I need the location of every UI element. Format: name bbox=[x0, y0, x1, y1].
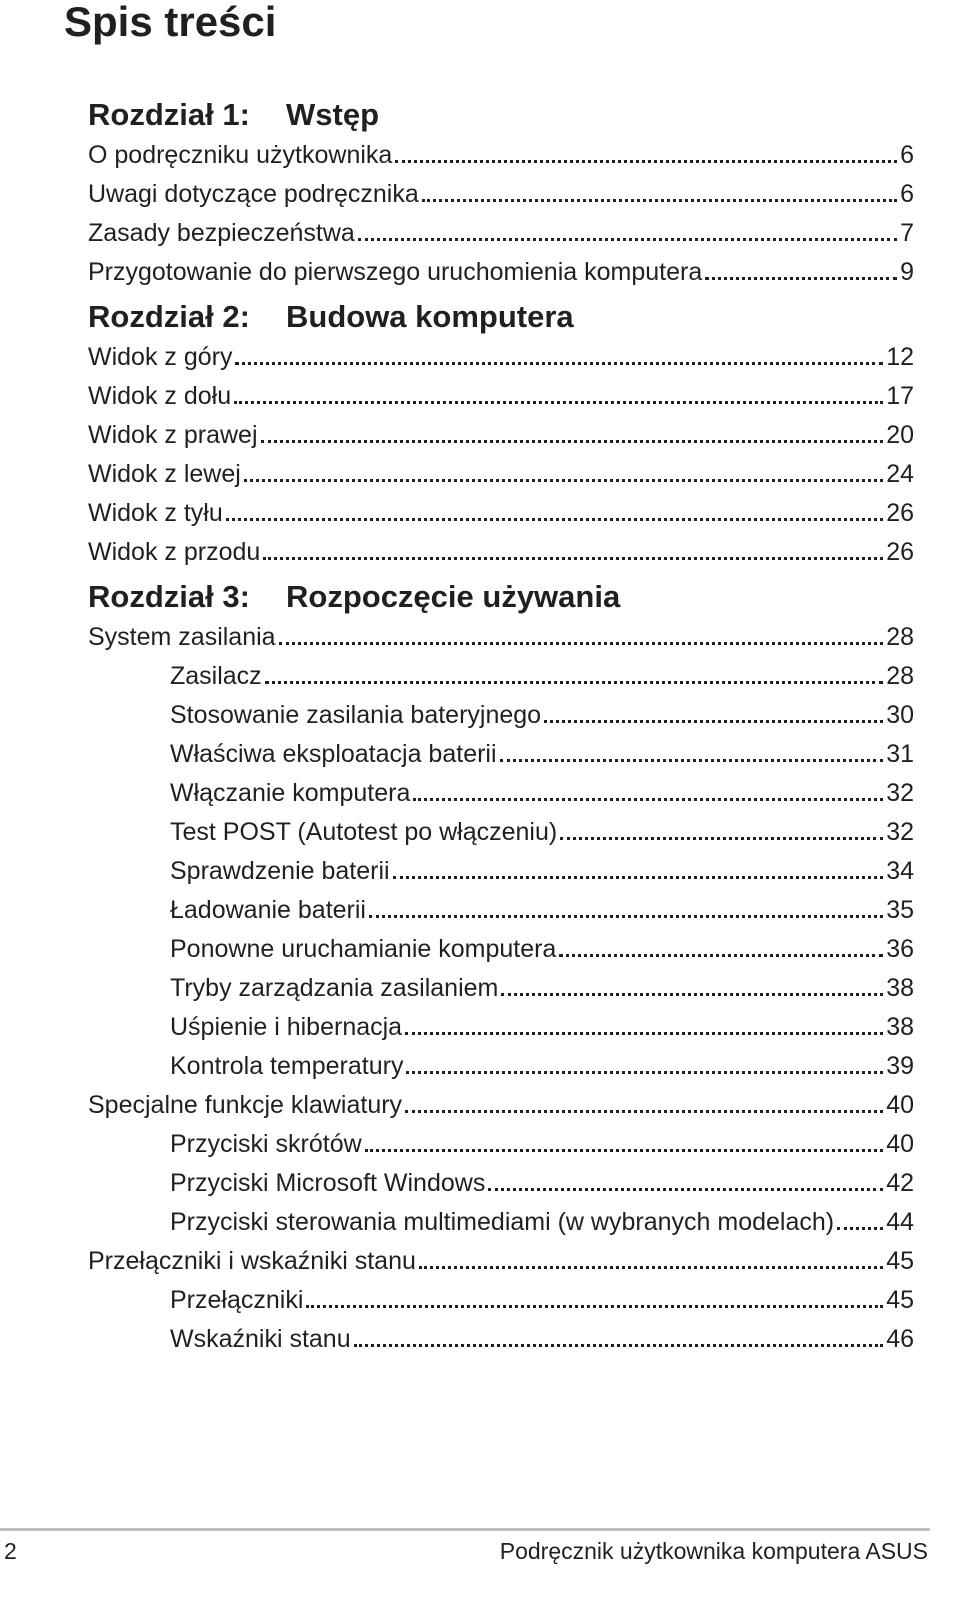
toc-entry[interactable] bbox=[88, 494, 914, 533]
toc-entry-page: 31 bbox=[886, 740, 914, 768]
toc-entry-title: O podręczniku użytkownika bbox=[88, 141, 393, 169]
dot-leader bbox=[419, 1266, 883, 1269]
chapter-heading bbox=[88, 572, 914, 618]
toc-entry-page: 6 bbox=[900, 180, 914, 208]
toc-entry-title: Włączanie komputera bbox=[170, 779, 411, 807]
toc-entry-page: 42 bbox=[886, 1169, 914, 1197]
toc-entry-page: 28 bbox=[886, 623, 914, 651]
toc-entry-page: 32 bbox=[886, 779, 914, 807]
toc-entry-title: Przyciski sterowania multimediami (w wybranych modelach) bbox=[170, 1208, 835, 1236]
toc-entry[interactable] bbox=[88, 416, 914, 455]
dot-leader bbox=[235, 362, 883, 365]
toc-entry-title: Uwagi dotyczące podręcznika bbox=[88, 180, 419, 208]
dot-leader bbox=[405, 1110, 883, 1113]
toc-entry-title: Widok z lewej bbox=[88, 460, 241, 488]
dot-leader bbox=[354, 1344, 884, 1347]
toc-entry-page: 36 bbox=[886, 935, 914, 963]
toc-entry-title: Kontrola temperatury bbox=[170, 1052, 404, 1080]
chapter-title: Budowa komputera bbox=[286, 299, 574, 334]
dot-leader bbox=[265, 681, 884, 684]
dot-leader bbox=[837, 1227, 883, 1230]
toc-entry-page: 34 bbox=[886, 857, 914, 885]
dot-leader bbox=[244, 479, 883, 482]
toc-entry[interactable] bbox=[88, 455, 914, 494]
toc-entry-title: Zasilacz bbox=[170, 662, 262, 690]
toc-entry-title: Ładowanie baterii bbox=[170, 896, 366, 924]
toc-entry[interactable] bbox=[88, 377, 914, 416]
toc-entry[interactable] bbox=[88, 657, 914, 696]
footer-divider bbox=[0, 1528, 930, 1531]
toc-entry-page: 9 bbox=[900, 258, 914, 286]
toc-entry-page: 32 bbox=[886, 818, 914, 846]
toc-entry-title: Zasady bezpieczeństwa bbox=[88, 219, 355, 247]
dot-leader bbox=[559, 954, 883, 957]
toc-entry[interactable] bbox=[88, 338, 914, 377]
toc-entry[interactable] bbox=[88, 175, 914, 214]
toc-entry[interactable] bbox=[88, 1047, 914, 1086]
dot-leader bbox=[413, 798, 883, 801]
toc-entry[interactable] bbox=[88, 618, 914, 657]
chapter-heading bbox=[88, 90, 914, 136]
dot-leader bbox=[405, 1032, 883, 1035]
dot-leader bbox=[279, 642, 884, 645]
toc-entry-title: Tryby zarządzania zasilaniem bbox=[170, 974, 499, 1002]
toc-entry-page: 46 bbox=[886, 1325, 914, 1353]
dot-leader bbox=[393, 876, 884, 879]
toc-entry-title: Widok z góry bbox=[88, 343, 233, 371]
dot-leader bbox=[263, 557, 883, 560]
table-of-contents bbox=[88, 90, 914, 1359]
toc-entry[interactable] bbox=[88, 533, 914, 572]
chapter-heading bbox=[88, 292, 914, 338]
toc-entry[interactable] bbox=[88, 1008, 914, 1047]
toc-entry-title: System zasilania bbox=[88, 623, 276, 651]
toc-entry[interactable] bbox=[88, 1242, 914, 1281]
toc-entry-title: Widok z prawej bbox=[88, 421, 258, 449]
dot-leader bbox=[234, 401, 883, 404]
dot-leader bbox=[226, 518, 883, 521]
toc-entry-page: 12 bbox=[886, 343, 914, 371]
toc-entry-page: 38 bbox=[886, 974, 914, 1002]
page-title: Spis treści bbox=[64, 0, 277, 45]
toc-entry[interactable] bbox=[88, 735, 914, 774]
toc-entry-page: 39 bbox=[886, 1052, 914, 1080]
toc-entry-page: 6 bbox=[900, 141, 914, 169]
footer-text: Podręcznik użytkownika komputera ASUS bbox=[499, 1538, 928, 1564]
dot-leader bbox=[365, 1149, 884, 1152]
dot-leader bbox=[369, 915, 883, 918]
toc-entry-page: 30 bbox=[886, 701, 914, 729]
toc-entry-title: Przyciski skrótów bbox=[170, 1130, 362, 1158]
toc-entry-title: Przełączniki i wskaźniki stanu bbox=[88, 1247, 416, 1275]
chapter-title: Rozpoczęcie używania bbox=[286, 579, 621, 614]
toc-entry-page: 28 bbox=[886, 662, 914, 690]
toc-entry-title: Przyciski Microsoft Windows bbox=[170, 1169, 486, 1197]
toc-entry-page: 40 bbox=[886, 1130, 914, 1158]
toc-entry[interactable] bbox=[88, 1086, 914, 1125]
toc-entry-title: Ponowne uruchamianie komputera bbox=[170, 935, 557, 963]
toc-entry[interactable] bbox=[88, 214, 914, 253]
toc-entry-page: 26 bbox=[886, 499, 914, 527]
dot-leader bbox=[705, 277, 897, 280]
toc-entry[interactable] bbox=[88, 1203, 914, 1242]
toc-entry-title: Sprawdzenie baterii bbox=[170, 857, 390, 885]
dot-leader bbox=[501, 993, 883, 996]
dot-leader bbox=[395, 160, 897, 163]
toc-entry[interactable] bbox=[88, 1164, 914, 1203]
chapter-number: Rozdział 2: bbox=[88, 299, 250, 334]
toc-entry-title: Uśpienie i hibernacja bbox=[170, 1013, 403, 1041]
toc-entry-page: 38 bbox=[886, 1013, 914, 1041]
dot-leader bbox=[261, 440, 884, 443]
toc-entry[interactable] bbox=[88, 969, 914, 1008]
chapter-number: Rozdział 1: bbox=[88, 97, 250, 132]
toc-entry[interactable] bbox=[88, 253, 914, 292]
toc-entry-title: Widok z dołu bbox=[88, 382, 232, 410]
toc-entry-title: Wskaźniki stanu bbox=[170, 1325, 351, 1353]
toc-entry-page: 40 bbox=[886, 1091, 914, 1119]
footer-page-number: 2 bbox=[4, 1538, 17, 1564]
chapter-number: Rozdział 3: bbox=[88, 579, 250, 614]
dot-leader bbox=[306, 1305, 883, 1308]
toc-entry-title: Widok z tyłu bbox=[88, 499, 223, 527]
toc-entry[interactable] bbox=[88, 1281, 914, 1320]
toc-entry-page: 17 bbox=[886, 382, 914, 410]
toc-entry-title: Stosowanie zasilania bateryjnego bbox=[170, 701, 542, 729]
toc-entry-page: 7 bbox=[900, 219, 914, 247]
dot-leader bbox=[500, 759, 884, 762]
toc-entry[interactable] bbox=[88, 774, 914, 813]
toc-entry-page: 45 bbox=[886, 1247, 914, 1275]
dot-leader bbox=[488, 1188, 883, 1191]
dot-leader bbox=[560, 837, 883, 840]
toc-entry-page: 35 bbox=[886, 896, 914, 924]
toc-entry[interactable] bbox=[88, 852, 914, 891]
toc-entry[interactable] bbox=[88, 136, 914, 175]
toc-entry-title: Przełączniki bbox=[170, 1286, 304, 1314]
toc-entry-page: 24 bbox=[886, 460, 914, 488]
dot-leader bbox=[544, 720, 883, 723]
dot-leader bbox=[406, 1071, 883, 1074]
toc-entry-title: Przygotowanie do pierwszego uruchomienia komputera bbox=[88, 258, 703, 286]
dot-leader bbox=[422, 199, 897, 202]
dot-leader bbox=[358, 238, 897, 241]
toc-entry[interactable] bbox=[88, 1125, 914, 1164]
toc-entry[interactable] bbox=[88, 1320, 914, 1359]
toc-entry-page: 26 bbox=[886, 538, 914, 566]
toc-entry[interactable] bbox=[88, 813, 914, 852]
toc-entry-page: 20 bbox=[886, 421, 914, 449]
toc-entry-page: 44 bbox=[886, 1208, 914, 1236]
toc-entry[interactable] bbox=[88, 891, 914, 930]
chapter-title: Wstęp bbox=[286, 97, 379, 132]
toc-entry-title: Specjalne funkcje klawiatury bbox=[88, 1091, 403, 1119]
toc-entry-title: Właściwa eksploatacja baterii bbox=[170, 740, 497, 768]
toc-entry-title: Widok z przodu bbox=[88, 538, 261, 566]
toc-entry-title: Test POST (Autotest po włączeniu) bbox=[170, 818, 558, 846]
toc-entry-page: 45 bbox=[886, 1286, 914, 1314]
toc-entry[interactable] bbox=[88, 696, 914, 735]
toc-entry[interactable] bbox=[88, 930, 914, 969]
